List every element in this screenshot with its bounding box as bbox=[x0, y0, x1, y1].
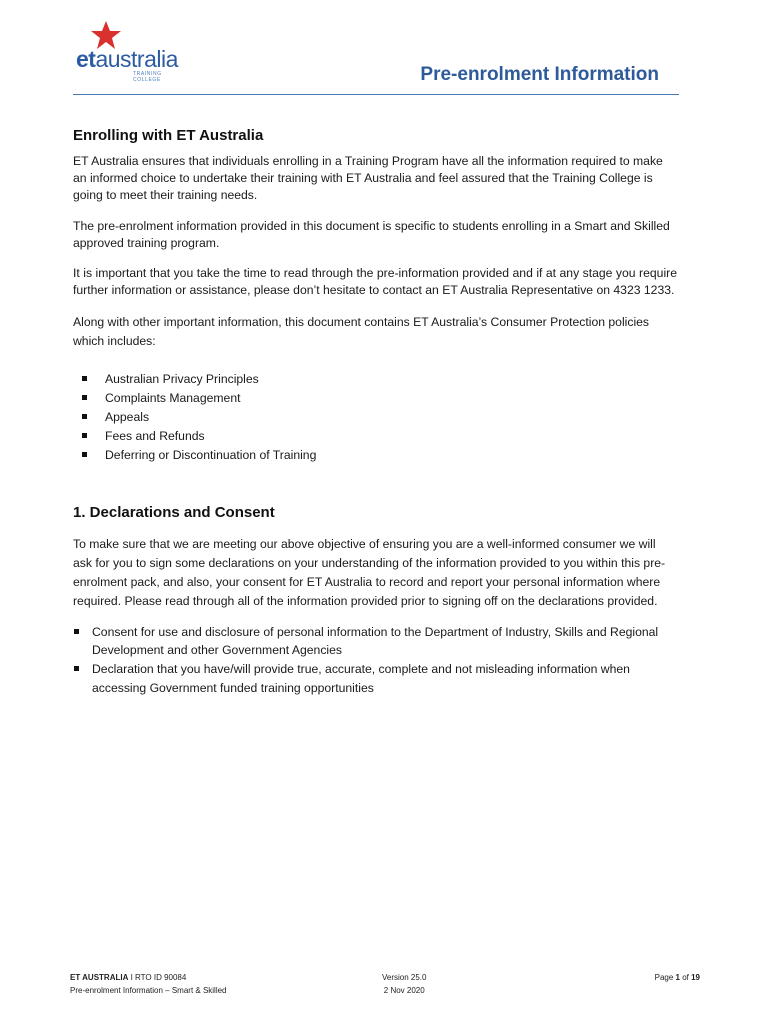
list-item: Australian Privacy Principles bbox=[73, 370, 677, 389]
paragraph-declarations: To make sure that we are meeting our above objective of ensuring you are a well-informed consumer we will ask for you to sign some declarations on your understanding of the information provided to you within this pre-enrolment pack, and also, your consent for ET Australia to record and report your personal information where required. Please read through all of the information provided prior to signing off on the declarations provided. bbox=[73, 536, 666, 608]
logo-et: et bbox=[76, 46, 96, 72]
document-title: Pre-enrolment Information bbox=[420, 64, 659, 85]
paragraph-intro: ET Australia ensures that individuals enrolling in a Training Program have all the information required to make an informed choice to undertake their training with ET Australia and feel assured that the Training College is going to meet their training needs. bbox=[73, 153, 663, 202]
footer-version: Version 25.0 bbox=[382, 973, 427, 982]
logo-subtitle: TRAINING COLLEGE bbox=[133, 71, 162, 83]
page-content bbox=[73, 128, 677, 698]
list-item: Consent for use and disclosure of personal information to the Department of Industry, Skills and Regional Development and other Government Agencies bbox=[73, 623, 677, 661]
declarations-list bbox=[73, 623, 677, 699]
footer-left bbox=[70, 971, 227, 997]
footer-rto: I RTO ID 90084 bbox=[128, 973, 187, 982]
policies-list bbox=[73, 370, 677, 465]
footer-org: ET AUSTRALIA bbox=[70, 973, 129, 982]
list-item: Appeals bbox=[73, 408, 677, 427]
footer-page-prefix: Page bbox=[654, 973, 676, 982]
list-item: Declaration that you have/will provide true, accurate, complete and not misleading information when accessing Government funded training opportunities bbox=[73, 660, 677, 698]
section-heading-enrolling: Enrolling with ET Australia bbox=[73, 127, 264, 144]
et-australia-logo bbox=[76, 20, 191, 83]
paragraph-policies: Along with other important information, this document contains ET Australia’s Consumer Protection policies which includes: bbox=[73, 315, 650, 348]
footer-doc-name: Pre-enrolment Information – Smart & Skilled bbox=[70, 986, 227, 995]
paragraph-smart-skilled: The pre-enrolment information provided in this document is specific to students enrolling in a Smart and Skilled approved training program. bbox=[73, 218, 670, 250]
title-divider bbox=[73, 94, 679, 95]
paragraph-contact: It is important that you take the time to read through the pre-information provided and if at any stage you require further information or assistance, please don’t hesitate to contact an ET Australia Representative on 4323 1233. bbox=[73, 266, 677, 298]
list-item: Deferring or Discontinuation of Training bbox=[73, 446, 677, 465]
list-item: Complaints Management bbox=[73, 389, 677, 408]
list-item: Fees and Refunds bbox=[73, 427, 677, 446]
footer-page-of: of bbox=[679, 973, 692, 982]
section-declarations bbox=[73, 505, 677, 698]
footer-page-number bbox=[655, 971, 700, 984]
footer-center bbox=[382, 971, 426, 997]
logo-australia: australia bbox=[95, 46, 178, 72]
footer-date: 2 Nov 2020 bbox=[383, 986, 425, 995]
footer-page-total: 19 bbox=[691, 973, 700, 982]
logo-wordmark bbox=[76, 46, 178, 73]
footer-page-current: 1 bbox=[675, 973, 680, 982]
section-heading-declarations: 1. Declarations and Consent bbox=[73, 503, 275, 521]
